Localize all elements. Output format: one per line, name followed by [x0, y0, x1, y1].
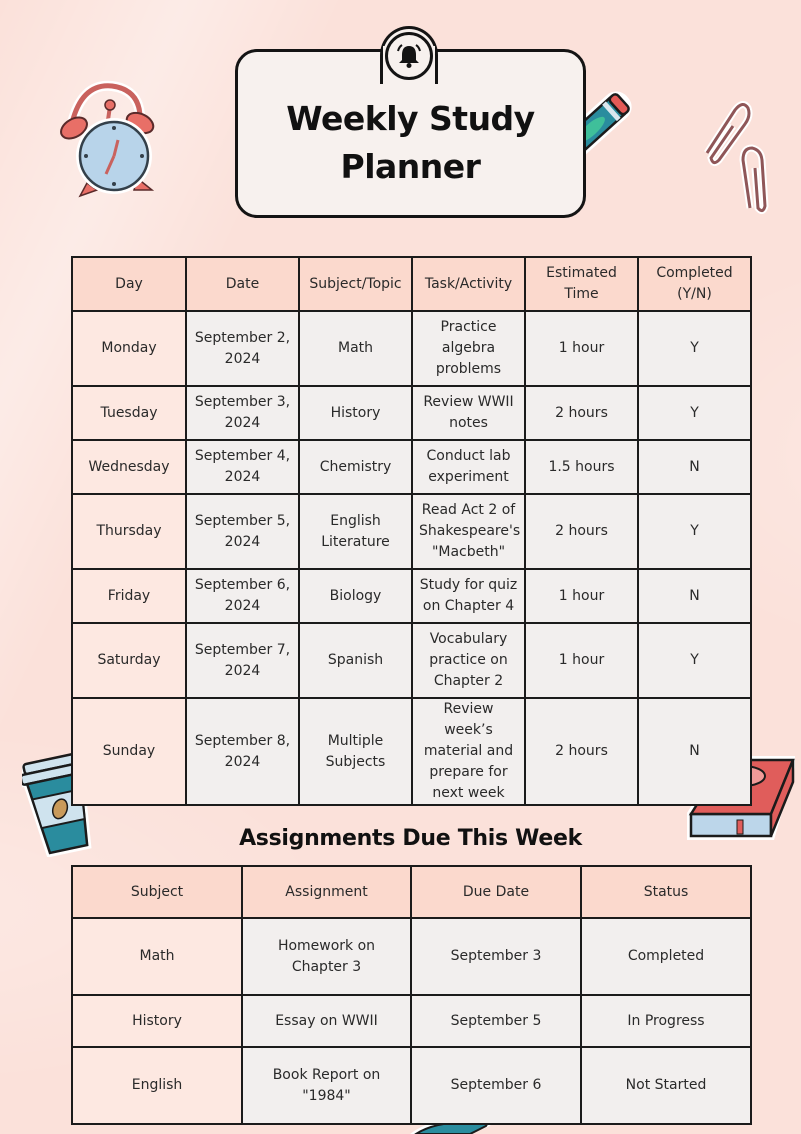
time-cell: 2 hours	[525, 494, 638, 569]
day-cell: Monday	[72, 311, 186, 386]
due-date-cell: September 5	[411, 995, 581, 1047]
day-cell: Sunday	[72, 698, 186, 805]
table-row	[72, 311, 751, 386]
subject-cell: English	[72, 1047, 242, 1124]
table-row	[72, 995, 751, 1047]
completed-cell: N	[638, 698, 751, 805]
date-cell: September 8, 2024	[186, 698, 299, 805]
task-cell: Review week’s material and prepare for next week	[412, 698, 525, 805]
table-row	[72, 918, 751, 995]
time-cell: 1.5 hours	[525, 440, 638, 494]
task-cell: Read Act 2 of Shakespeare's "Macbeth"	[412, 494, 525, 569]
date-cell: September 3, 2024	[186, 386, 299, 440]
subject-cell: Multiple Subjects	[299, 698, 412, 805]
column-header-task: Task/Activity	[412, 257, 525, 311]
subject-cell: History	[299, 386, 412, 440]
time-cell: 1 hour	[525, 623, 638, 698]
date-cell: September 2, 2024	[186, 311, 299, 386]
paperclip-icon	[695, 98, 780, 218]
date-cell: September 6, 2024	[186, 569, 299, 623]
column-header-assignment: Assignment	[242, 866, 411, 918]
table-row	[72, 386, 751, 440]
time-cell: 2 hours	[525, 698, 638, 805]
time-cell: 1 hour	[525, 569, 638, 623]
day-cell: Thursday	[72, 494, 186, 569]
day-cell: Tuesday	[72, 386, 186, 440]
date-cell: September 7, 2024	[186, 623, 299, 698]
task-cell: Review WWII notes	[412, 386, 525, 440]
column-header-due-date: Due Date	[411, 866, 581, 918]
table-header-row	[72, 866, 751, 918]
column-header-date: Date	[186, 257, 299, 311]
title-line-2: Planner	[340, 147, 481, 186]
weekly-planner-table	[71, 256, 752, 806]
title-line-1: Weekly Study	[286, 99, 535, 138]
completed-cell: N	[638, 440, 751, 494]
column-header-day: Day	[72, 257, 186, 311]
time-cell: 1 hour	[525, 311, 638, 386]
assignment-cell: Homework on Chapter 3	[242, 918, 411, 995]
task-cell: Conduct lab experiment	[412, 440, 525, 494]
table-row	[72, 623, 751, 698]
table-row	[72, 440, 751, 494]
day-cell: Saturday	[72, 623, 186, 698]
column-header-subject: Subject	[72, 866, 242, 918]
date-cell: September 5, 2024	[186, 494, 299, 569]
subject-cell: English Literature	[299, 494, 412, 569]
page-title	[235, 95, 586, 191]
column-header-time: Estimated Time	[525, 257, 638, 311]
due-date-cell: September 3	[411, 918, 581, 995]
task-cell: Study for quiz on Chapter 4	[412, 569, 525, 623]
completed-cell: Y	[638, 311, 751, 386]
assignment-cell: Essay on WWII	[242, 995, 411, 1047]
subject-cell: Chemistry	[299, 440, 412, 494]
day-cell: Wednesday	[72, 440, 186, 494]
subject-cell: History	[72, 995, 242, 1047]
completed-cell: N	[638, 569, 751, 623]
status-cell: Not Started	[581, 1047, 751, 1124]
subject-cell: Math	[72, 918, 242, 995]
table-header-row	[72, 257, 751, 311]
assignments-table	[71, 865, 752, 1125]
alarm-clock-icon	[52, 78, 162, 203]
column-header-subject: Subject/Topic	[299, 257, 412, 311]
task-cell: Practice algebra problems	[412, 311, 525, 386]
column-header-completed: Completed (Y/N)	[638, 257, 751, 311]
table-row	[72, 494, 751, 569]
day-cell: Friday	[72, 569, 186, 623]
completed-cell: Y	[638, 386, 751, 440]
status-cell: In Progress	[581, 995, 751, 1047]
date-cell: September 4, 2024	[186, 440, 299, 494]
table-row	[72, 698, 751, 805]
due-date-cell: September 6	[411, 1047, 581, 1124]
assignment-cell: Book Report on "1984"	[242, 1047, 411, 1124]
table-row	[72, 569, 751, 623]
subject-cell: Spanish	[299, 623, 412, 698]
subject-cell: Math	[299, 311, 412, 386]
table-row	[72, 1047, 751, 1124]
assignments-title: Assignments Due This Week	[239, 826, 582, 851]
subject-cell: Biology	[299, 569, 412, 623]
completed-cell: Y	[638, 623, 751, 698]
bell-icon	[385, 32, 433, 80]
task-cell: Vocabulary practice on Chapter 2	[412, 623, 525, 698]
completed-cell: Y	[638, 494, 751, 569]
column-header-status: Status	[581, 866, 751, 918]
time-cell: 2 hours	[525, 386, 638, 440]
status-cell: Completed	[581, 918, 751, 995]
